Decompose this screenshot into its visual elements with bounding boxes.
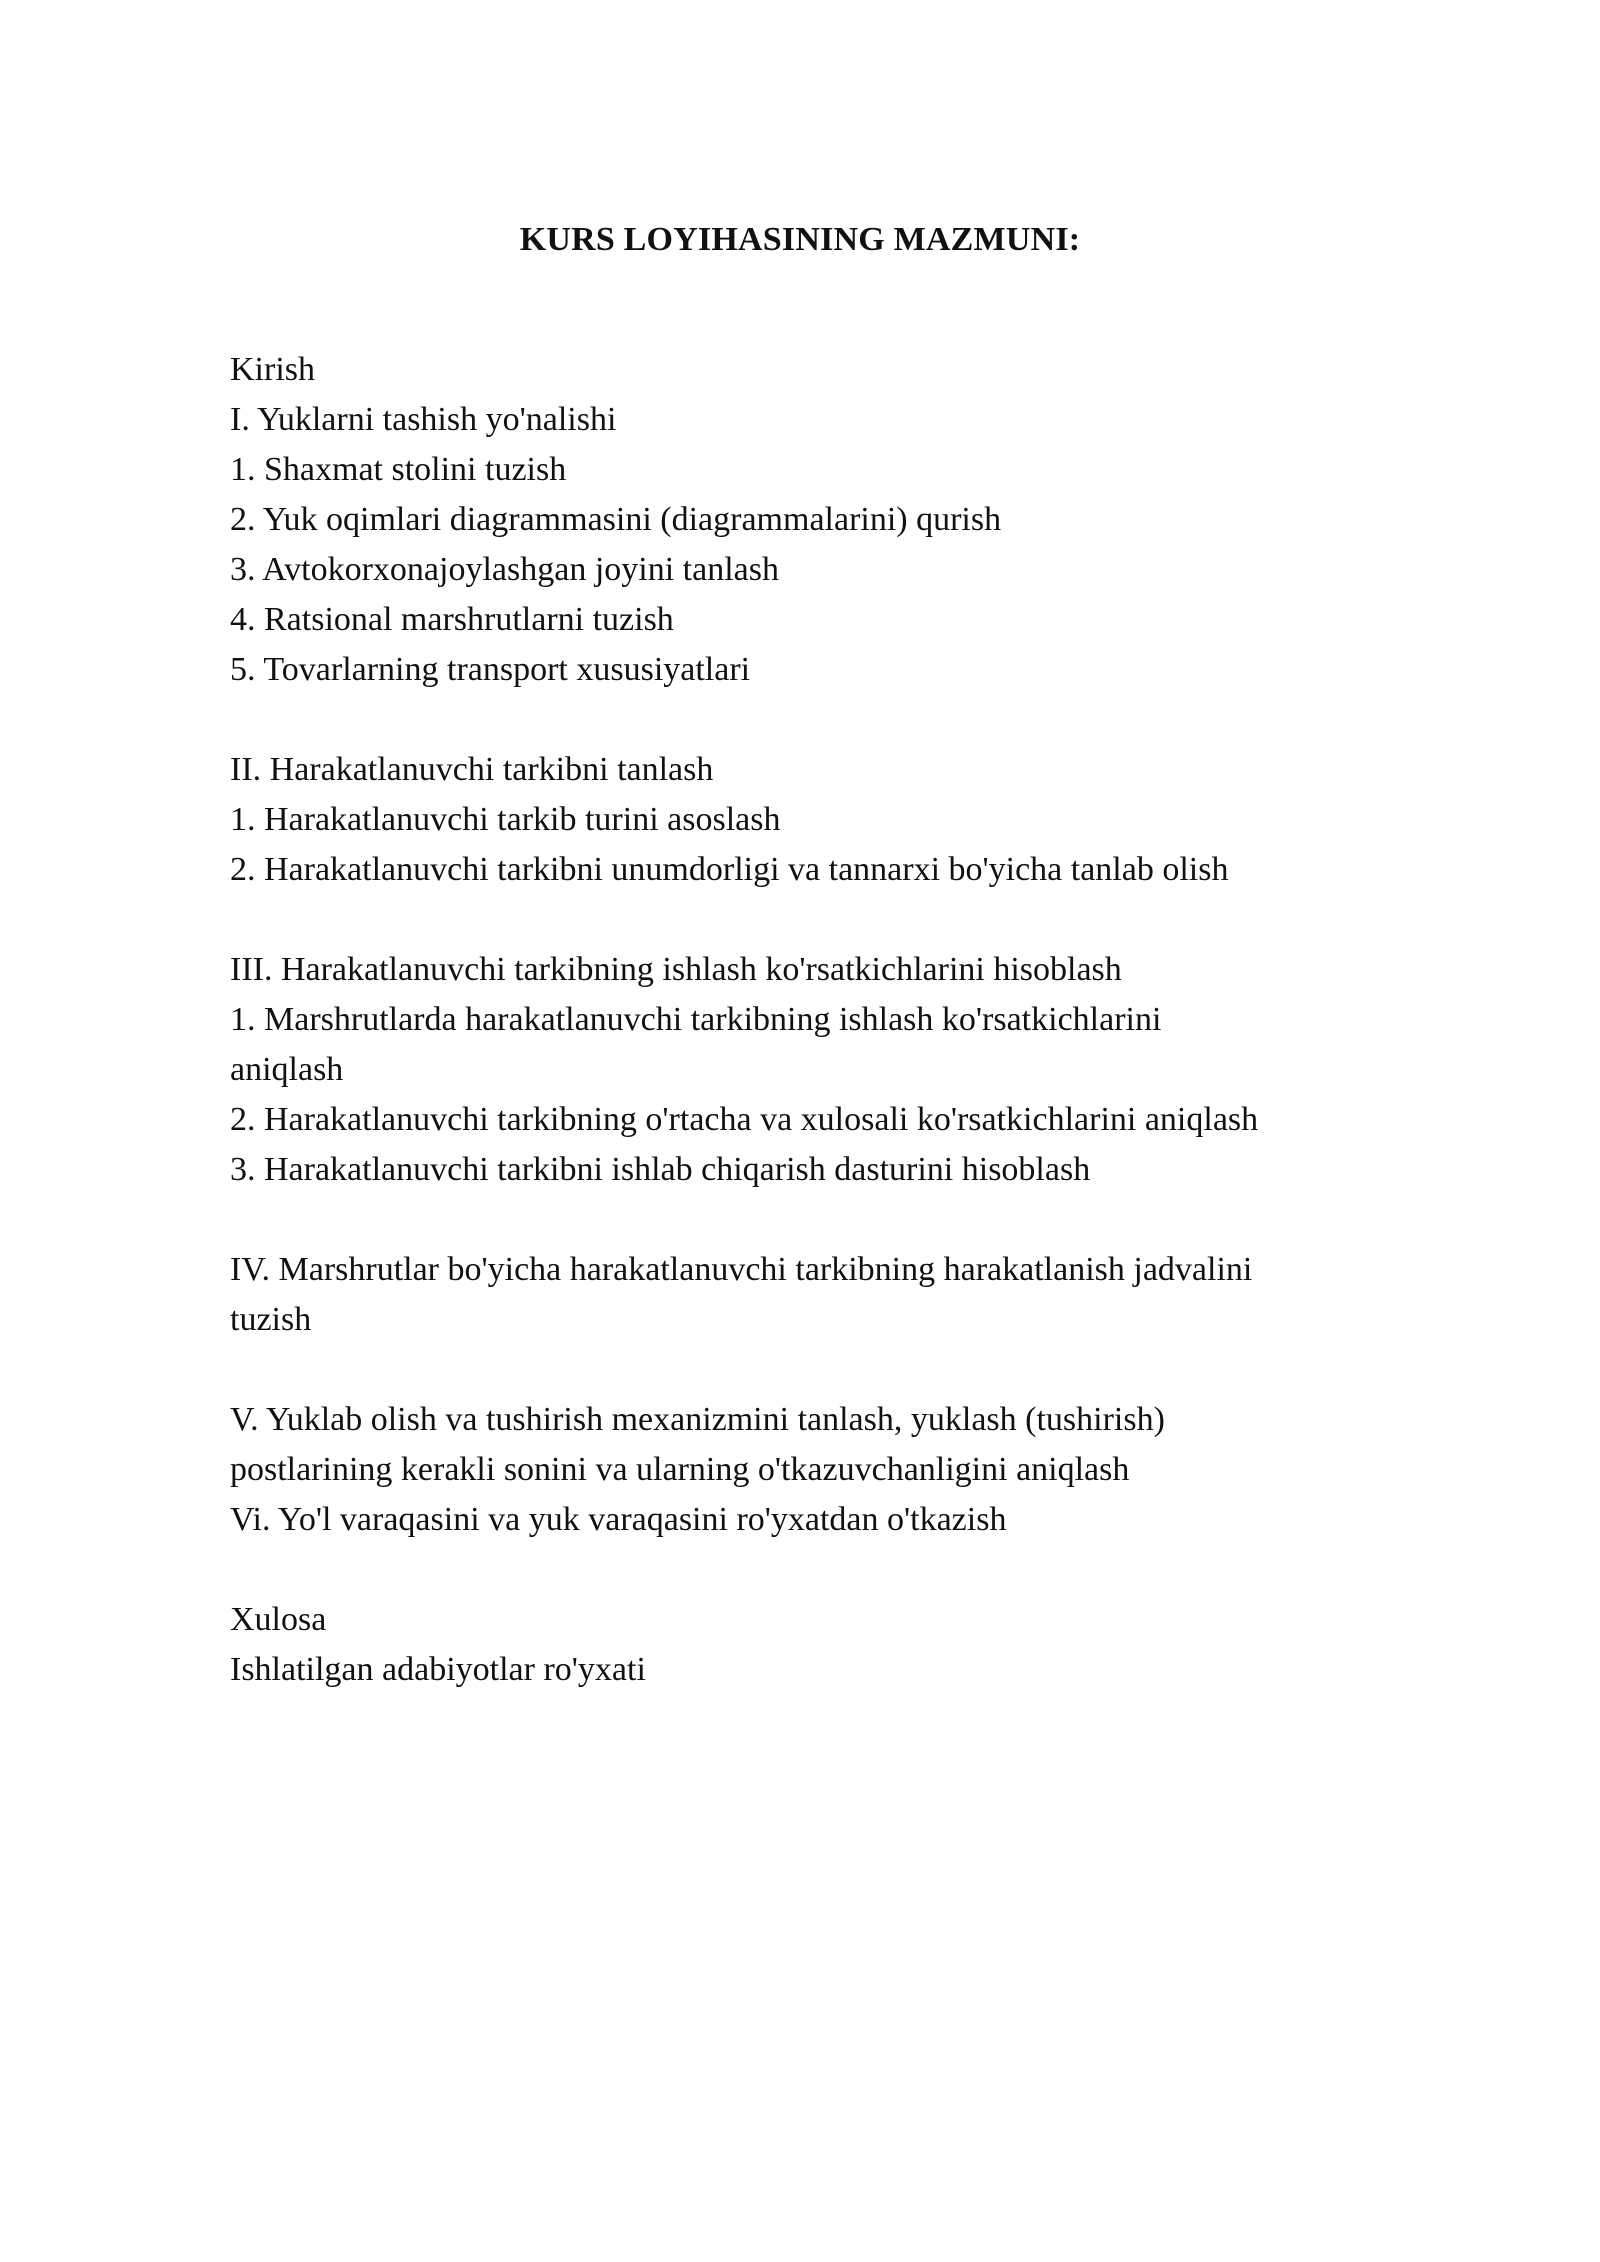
toc-section-1-item: 4. Ratsional marshrutlarni tuzish — [230, 601, 674, 638]
toc-section-3-heading: III. Harakatlanuvchi tarkibning ishlash ko'rsatkichlarini hisoblash — [230, 951, 1122, 988]
section-spacer — [230, 895, 1400, 945]
section-spacer — [230, 1545, 1400, 1595]
toc-section-4-heading-continued: tuzish — [230, 1301, 312, 1338]
section-spacer — [230, 695, 1400, 745]
section-spacer — [230, 1195, 1400, 1245]
page-title: KURS LOYIHASINING MAZMUNI: — [519, 221, 1081, 258]
toc-section-1-heading: I. Yuklarni tashish yo'nalishi — [230, 401, 617, 438]
table-of-contents — [230, 345, 1400, 1695]
toc-section-5-heading-continued: postlarining kerakli sonini va ularning o'tkazuvchanligini aniqlash — [230, 1451, 1130, 1488]
toc-references: Ishlatilgan adabiyotlar ro'yxati — [230, 1651, 646, 1688]
toc-section-2-item: 1. Harakatlanuvchi tarkib turini asoslash — [230, 801, 781, 838]
toc-section-3-item-3: 3. Harakatlanuvchi tarkibni ishlab chiqarish dasturini hisoblash — [230, 1151, 1091, 1188]
toc-section-2-heading: II. Harakatlanuvchi tarkibni tanlash — [230, 751, 714, 788]
toc-section-3-item-2: 2. Harakatlanuvchi tarkibning o'rtacha va xulosali ko'rsatkichlarini aniqlash — [230, 1101, 1259, 1138]
toc-section-1-item: 5. Tovarlarning transport xususiyatlari — [230, 651, 751, 688]
toc-intro: Kirish — [230, 351, 315, 388]
toc-section-3-item-1-continued: aniqlash — [230, 1051, 344, 1088]
toc-section-6-heading: Vi. Yo'l varaqasini va yuk varaqasini ro'yxatdan o'tkazish — [230, 1501, 1007, 1538]
toc-section-1-item: 2. Yuk oqimlari diagrammasini (diagrammalarini) qurish — [230, 501, 1002, 538]
toc-section-5-heading: V. Yuklab olish va tushirish mexanizmini tanlash, yuklash (tushirish) — [230, 1401, 1165, 1438]
toc-section-4-heading: IV. Marshrutlar bo'yicha harakatlanuvchi tarkibning harakatlanish jadvalini — [230, 1251, 1253, 1288]
toc-section-1-item: 3. Avtokorxonajoylashgan joyini tanlash — [230, 551, 779, 588]
section-spacer — [230, 1345, 1400, 1395]
toc-conclusion: Xulosa — [230, 1601, 327, 1638]
toc-section-2-item: 2. Harakatlanuvchi tarkibni unumdorligi va tannarxi bo'yicha tanlab olish — [230, 851, 1229, 888]
toc-section-1-item: 1. Shaxmat stolini tuzish — [230, 451, 567, 488]
toc-section-3-item-1: 1. Marshrutlarda harakatlanuvchi tarkibning ishlash ko'rsatkichlarini — [230, 1001, 1162, 1038]
